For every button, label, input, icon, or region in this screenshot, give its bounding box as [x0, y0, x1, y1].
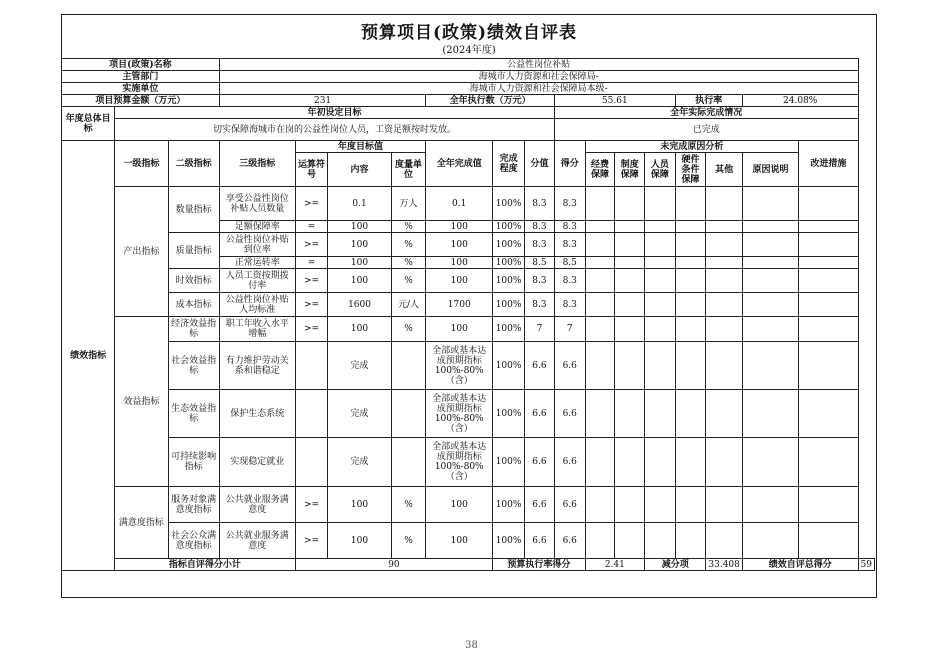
table-row: [62, 269, 875, 293]
score-cell: 6.6: [525, 342, 555, 390]
l2-cell: 时效指标: [168, 269, 219, 293]
score-cell: 8.3: [525, 221, 555, 233]
total-value: 59: [858, 559, 874, 571]
hdr-level3: 三级指标: [219, 141, 295, 187]
info-row-unit: [62, 83, 875, 95]
goal-initial-label: 年初设定目标: [115, 107, 555, 119]
deduct-value: 33.408: [706, 559, 743, 571]
l1-output: 产出指标: [115, 187, 168, 317]
l2-cell: 服务对象满意度指标: [168, 487, 219, 523]
page-number: 38: [465, 640, 478, 651]
subtotal-label: 指标自评得分小计: [115, 559, 295, 571]
value-cell: 100: [426, 221, 493, 233]
score-cell: 6.6: [525, 487, 555, 523]
info-row-budget: [62, 95, 875, 107]
got-cell: 8.3: [554, 233, 585, 257]
unit-cell: %: [391, 221, 426, 233]
summary-row: [62, 559, 875, 571]
unit-cell: %: [391, 269, 426, 293]
op-cell: =: [295, 257, 328, 269]
got-cell: 6.6: [554, 438, 585, 487]
value-cell: 全部或基本达成预期指标100%-80%（含）: [426, 390, 493, 438]
hdr-r-fund: 经费保障: [585, 153, 615, 187]
unit-cell: %: [391, 257, 426, 269]
l2-cell: 社会效益指标: [168, 342, 219, 390]
unit-cell: [391, 438, 426, 487]
l3-cell: 公益性岗位补贴到位率: [219, 233, 295, 257]
goal-actual-label: 全年实际完成情况: [554, 107, 858, 119]
content-cell: 100: [328, 269, 391, 293]
content-cell: 100: [328, 233, 391, 257]
content-cell: 0.1: [328, 187, 391, 221]
l2-cell: 可持续影响指标: [168, 438, 219, 487]
hdr-level2: 二级指标: [168, 141, 219, 187]
l2-cell: 数量指标: [168, 187, 219, 233]
unit-label: 实施单位: [62, 83, 220, 95]
budget-value: 231: [219, 95, 426, 107]
degree-cell: 100%: [493, 523, 525, 559]
got-cell: 8.5: [554, 257, 585, 269]
evaluation-form: [61, 14, 877, 598]
l3-cell: 正常运转率: [219, 257, 295, 269]
unit-cell: %: [391, 233, 426, 257]
op-cell: >=: [295, 187, 328, 221]
table-row: [62, 342, 875, 390]
value-cell: 100: [426, 317, 493, 342]
content-cell: 100: [328, 487, 391, 523]
score-cell: 8.5: [525, 257, 555, 269]
op-cell: >=: [295, 293, 328, 317]
l2-cell: 质量指标: [168, 233, 219, 269]
got-cell: 6.6: [554, 487, 585, 523]
content-cell: 100: [328, 317, 391, 342]
l2-cell: 生态效益指标: [168, 390, 219, 438]
degree-cell: 100%: [493, 390, 525, 438]
l3-cell: 实现稳定就业: [219, 438, 295, 487]
hdr-content: 内容: [328, 153, 391, 187]
score-cell: 6.6: [525, 390, 555, 438]
perf-label: 绩效指标: [62, 141, 115, 571]
table-row: [62, 523, 875, 559]
table-row: [62, 317, 875, 342]
l2-cell: 社会公众满意度指标: [168, 523, 219, 559]
degree-cell: 100%: [493, 293, 525, 317]
total-label: 绩效自评总得分: [742, 559, 858, 571]
hdr-full-value: 全年完成值: [426, 141, 493, 187]
hdr-improve: 改进措施: [799, 141, 858, 187]
degree-cell: 100%: [493, 438, 525, 487]
l3-cell: 职工年收入水平增幅: [219, 317, 295, 342]
content-cell: 完成: [328, 438, 391, 487]
got-cell: 6.6: [554, 523, 585, 559]
degree-cell: 100%: [493, 317, 525, 342]
subtotal-value: 90: [295, 559, 492, 571]
table-row: [62, 390, 875, 438]
content-cell: 完成: [328, 342, 391, 390]
hdr-op: 运算符号: [295, 153, 328, 187]
hdr-annual: 年度目标值: [295, 141, 426, 153]
hdr-degree: 完成程度: [493, 141, 525, 187]
content-cell: 完成: [328, 390, 391, 438]
unit-cell: [391, 390, 426, 438]
l2-cell: 经济效益指标: [168, 317, 219, 342]
hdr-got: 得分: [554, 141, 585, 187]
got-cell: 6.6: [554, 390, 585, 438]
hdr-r-other: 其他: [706, 153, 743, 187]
value-cell: 100: [426, 269, 493, 293]
table-row: [62, 438, 875, 487]
hdr-r-hw: 硬件条件保障: [675, 153, 706, 187]
score-cell: 6.6: [525, 523, 555, 559]
value-cell: 全部或基本达成预期指标100%-80%（含）: [426, 342, 493, 390]
degree-cell: 100%: [493, 221, 525, 233]
dept-value: 海城市人力资源和社会保障局-: [219, 71, 858, 83]
l3-cell: 人员工资按期拨付率: [219, 269, 295, 293]
dept-label: 主管部门: [62, 71, 220, 83]
goal-actual-text: 已完成: [554, 119, 858, 141]
name-value: 公益性岗位补贴: [219, 59, 858, 71]
degree-cell: 100%: [493, 233, 525, 257]
budget-rate-value: 2.41: [585, 559, 644, 571]
unit-cell: 元/人: [391, 293, 426, 317]
budget-rate-label: 预算执行率得分: [493, 559, 586, 571]
op-cell: >=: [295, 523, 328, 559]
unit-cell: [391, 342, 426, 390]
got-cell: 8.3: [554, 187, 585, 221]
degree-cell: 100%: [493, 187, 525, 221]
got-cell: 6.6: [554, 342, 585, 390]
content-cell: 1600: [328, 293, 391, 317]
degree-cell: 100%: [493, 342, 525, 390]
info-row-dept: [62, 71, 875, 83]
l1-satisfaction: 满意度指标: [115, 487, 168, 559]
content-cell: 100: [328, 221, 391, 233]
deduct-label: 减分项: [645, 559, 706, 571]
got-cell: 8.3: [554, 221, 585, 233]
score-cell: 8.3: [525, 269, 555, 293]
evaluation-table: [61, 58, 875, 571]
l2-cell: 成本指标: [168, 293, 219, 317]
op-cell: [295, 438, 328, 487]
exec-label: 全年执行数（万元）: [426, 95, 555, 107]
table-row: [62, 187, 875, 221]
hdr-r-staff: 人员保障: [645, 153, 676, 187]
got-cell: 7: [554, 317, 585, 342]
value-cell: 100: [426, 233, 493, 257]
goal-content-row: [62, 119, 875, 141]
op-cell: >=: [295, 233, 328, 257]
unit-cell: %: [391, 523, 426, 559]
content-cell: 100: [328, 257, 391, 269]
degree-cell: 100%: [493, 257, 525, 269]
form-year: (2024年度): [442, 45, 496, 56]
hdr-r-system: 制度保障: [615, 153, 645, 187]
op-cell: >=: [295, 317, 328, 342]
value-cell: 100: [426, 257, 493, 269]
perf-header-row-1: [62, 141, 875, 153]
table-row: [62, 233, 875, 257]
unit-value: 海城市人力资源和社会保障局本级-: [219, 83, 858, 95]
op-cell: =: [295, 221, 328, 233]
form-title: 预算项目(政策)绩效自评表: [360, 23, 578, 43]
l3-cell: 足额保障率: [219, 221, 295, 233]
value-cell: 1700: [426, 293, 493, 317]
score-cell: 7: [525, 317, 555, 342]
score-cell: 6.6: [525, 438, 555, 487]
hdr-r-note: 原因说明: [742, 153, 798, 187]
score-cell: 8.3: [525, 293, 555, 317]
hdr-score: 分值: [525, 141, 555, 187]
goal-label: 年度总体目标: [62, 107, 115, 141]
unit-cell: 万人: [391, 187, 426, 221]
table-row: [62, 293, 875, 317]
l3-cell: 有力维护劳动关系和谐稳定: [219, 342, 295, 390]
exec-value: 55.61: [554, 95, 675, 107]
hdr-unit: 度量单位: [391, 153, 426, 187]
degree-cell: 100%: [493, 269, 525, 293]
l3-cell: 公共就业服务满意度: [219, 487, 295, 523]
op-cell: >=: [295, 269, 328, 293]
l1-benefit: 效益指标: [115, 317, 168, 487]
goal-header-row: [62, 107, 875, 119]
info-row-name: [62, 59, 875, 71]
score-cell: 8.3: [525, 187, 555, 221]
hdr-reason: 未完成原因分析: [585, 141, 799, 153]
content-cell: 100: [328, 523, 391, 559]
value-cell: 100: [426, 523, 493, 559]
score-cell: 8.3: [525, 233, 555, 257]
l3-cell: 享受公益性岗位补贴人员数量: [219, 187, 295, 221]
degree-cell: 100%: [493, 487, 525, 523]
unit-cell: %: [391, 487, 426, 523]
unit-cell: %: [391, 317, 426, 342]
goal-initial-text: 切实保障海城市在岗的公益性岗位人员，工资足额按时发放。: [115, 119, 555, 141]
name-label: 项目(政策)名称: [62, 59, 220, 71]
l3-cell: 保护生态系统: [219, 390, 295, 438]
value-cell: 0.1: [426, 187, 493, 221]
l3-cell: 公共就业服务满意度: [219, 523, 295, 559]
op-cell: [295, 390, 328, 438]
rate-value: 24.08%: [742, 95, 858, 107]
budget-label: 项目预算金额（万元）: [62, 95, 220, 107]
op-cell: [295, 342, 328, 390]
hdr-level1: 一级指标: [115, 141, 168, 187]
l3-cell: 公益性岗位补贴人均标准: [219, 293, 295, 317]
table-row: [62, 487, 875, 523]
rate-label: 执行率: [675, 95, 742, 107]
value-cell: 全部或基本达成预期指标100%-80%（含）: [426, 438, 493, 487]
got-cell: 8.3: [554, 293, 585, 317]
op-cell: >=: [295, 487, 328, 523]
got-cell: 8.3: [554, 269, 585, 293]
value-cell: 100: [426, 487, 493, 523]
